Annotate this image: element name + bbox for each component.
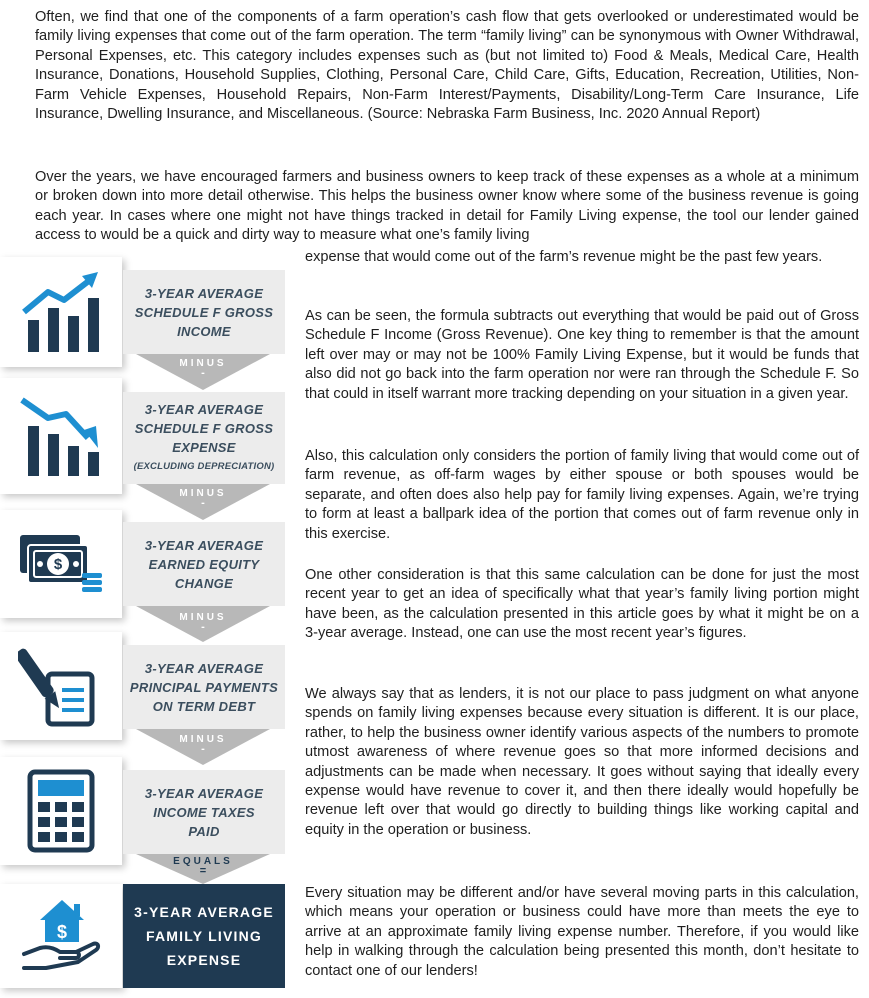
step-5-line-1: 3-YEAR AVERAGE xyxy=(144,785,264,801)
result-line-1: 3-YEAR AVERAGE xyxy=(134,904,274,920)
tracking-paragraph-continued: expense that would come out of the farm’s revenue might be the past few years. xyxy=(305,249,823,265)
minus-word-3: MINUS xyxy=(179,612,227,623)
equals-word: EQUALS xyxy=(173,856,233,867)
step-4-label-box xyxy=(123,645,285,729)
tracking-paragraph: Over the years, we have encouraged farmers and business owners to keep track of these expenses as a whole at a minimum or broken down into more detail otherwise. This helps the business owner know where some of the business revenue is going each year. In cases where one might not have things tracked in detail for Family Living expense, the tool our lender gained access to would be a quick and dirty way to measure what one’s family living xyxy=(35,169,859,244)
bar-chart-down-icon xyxy=(18,394,104,478)
result-icon-box xyxy=(0,884,122,988)
step-3-icon-box xyxy=(0,510,122,618)
step-1-line-2: SCHEDULE F GROSS xyxy=(134,304,274,320)
minus-symbol-2: - xyxy=(201,497,205,509)
step-5-icon-box xyxy=(0,757,122,865)
step-1-line-1: 3-YEAR AVERAGE xyxy=(144,285,264,301)
step-3-label-box xyxy=(123,522,285,606)
step-2-line-3: EXPENSE xyxy=(172,440,236,455)
step-2-line-2: SCHEDULE F GROSS xyxy=(134,421,274,436)
recent-year-paragraph: One other consideration is that this same calculation can be done for just the most recent year to get an idea of specifically what that year’s family living portion might have been, as the calculation presented in this article goes by what it might be on a 3-year average. Instead, one can use the most recent year’s figures. xyxy=(305,567,859,642)
off-farm-paragraph: Also, this calculation only considers the portion of family living that would come out of farm revenue, as off-farm wages by either spouse or both spouses would be separate, and often does also help pay for family living expenses. Again, we’re trying to form at least a ballpark idea of the portion that comes out of farm revenue only in this exercise. xyxy=(305,448,859,542)
step-2-line-1: 3-YEAR AVERAGE xyxy=(144,402,264,417)
step-2-label-box xyxy=(123,392,285,484)
step-3-line-2: EARNED EQUITY xyxy=(148,556,260,572)
step-1-icon-box xyxy=(0,257,122,367)
step-5-label-box xyxy=(123,770,285,854)
step-4-line-2: PRINCIPAL PAYMENTS xyxy=(129,679,279,695)
step-3-line-3: CHANGE xyxy=(174,575,234,591)
money-icon xyxy=(16,529,106,599)
result-line-3: EXPENSE xyxy=(166,952,242,968)
step-5-line-3: PAID xyxy=(188,823,220,839)
svg-text:$: $ xyxy=(56,922,68,942)
svg-text:$: $ xyxy=(53,556,63,573)
calculator-icon xyxy=(26,768,96,854)
minus-word-2: MINUS xyxy=(179,488,227,499)
minus-symbol-4: - xyxy=(201,743,205,755)
minus-symbol-1: - xyxy=(201,367,205,379)
step-4-line-1: 3-YEAR AVERAGE xyxy=(144,660,264,676)
minus-operator-2 xyxy=(136,488,270,507)
pen-document-icon xyxy=(18,644,104,728)
step-2-icon-box xyxy=(0,378,122,494)
minus-word-4: MINUS xyxy=(179,734,227,745)
lenders-paragraph: We always say that as lenders, it is not our place to pass judgment on what anyone spends on family living expenses because every situation is different. It is our place, rather, to help the business owner identify various aspects of the numbers to promote utmost awareness of where revenue goes so that more informed decisions and adjustments can be made when necessary. It goes without saying that ideally every expense would have revenue to cover it, and then there ideally would hopefully be revenue left over that would go directly to building things like working capital and equity in the operation or business. xyxy=(305,686,859,838)
step-2-note: (EXCLUDING DEPRECIATION) xyxy=(133,461,275,472)
step-5-line-2: INCOME TAXES xyxy=(153,804,255,820)
step-4-line-3: ON TERM DEBT xyxy=(152,698,256,714)
step-4-icon-box xyxy=(0,632,122,740)
minus-symbol-3: - xyxy=(201,621,205,633)
minus-operator-3 xyxy=(136,612,270,631)
formula-paragraph: As can be seen, the formula subtracts out everything that would be paid out of Gross Schedule F Income (Gross Revenue). One key thing to remember is that the amount left over may or may not be 100% Family Living Expense, but it would be funds that also did not go back into the farm operation nor were ran through the Schedule F. So that could in itself warrant more tracking depending on your situation in a given year. xyxy=(305,308,859,402)
equals-symbol: = xyxy=(199,865,207,877)
minus-operator-1 xyxy=(136,358,270,377)
intro-paragraph: Often, we find that one of the components of a farm operation’s cash flow that gets overlooked or underestimated would be family living expenses that come out of the farm operation. The term “family living” can be synonymous with Owner Withdrawal, Personal Expenses, etc. This category includes expenses such as (but not limited to) Food & Meals, Medical Care, Health Insurance, Donations, Household Supplies, Clothing, Personal Care, Child Care, Gifts, Education, Recreation, Utilities, Non-Farm Vehicle Expenses, Household Repairs, Non-Farm Interest/Payments, Disability/Long-Term Care Insurance, Life Insurance, Dwelling Insurance, and Miscellaneous. (Source: Nebraska Farm Business, Inc. 2020 Annual Report) xyxy=(35,9,859,123)
step-1-line-3: INCOME xyxy=(177,323,231,339)
minus-word-1: MINUS xyxy=(179,358,227,369)
result-label-box xyxy=(123,884,285,988)
minus-operator-4 xyxy=(136,734,270,753)
bar-chart-up-icon xyxy=(18,270,104,354)
step-3-line-1: 3-YEAR AVERAGE xyxy=(144,537,264,553)
equals-operator xyxy=(136,856,270,875)
result-line-2: FAMILY LIVING xyxy=(146,928,262,944)
closing-paragraph: Every situation may be different and/or have several moving parts in this calculation, which means your operation or business could have more than meets the eye to arrive at an approximate family living expense number. Therefore, if you would like help in walking through the calculation being presented this month, don’t hesitate to contact one of our lenders! xyxy=(305,885,859,979)
step-1-label-box xyxy=(123,270,285,354)
house-money-hand-icon xyxy=(18,896,104,976)
